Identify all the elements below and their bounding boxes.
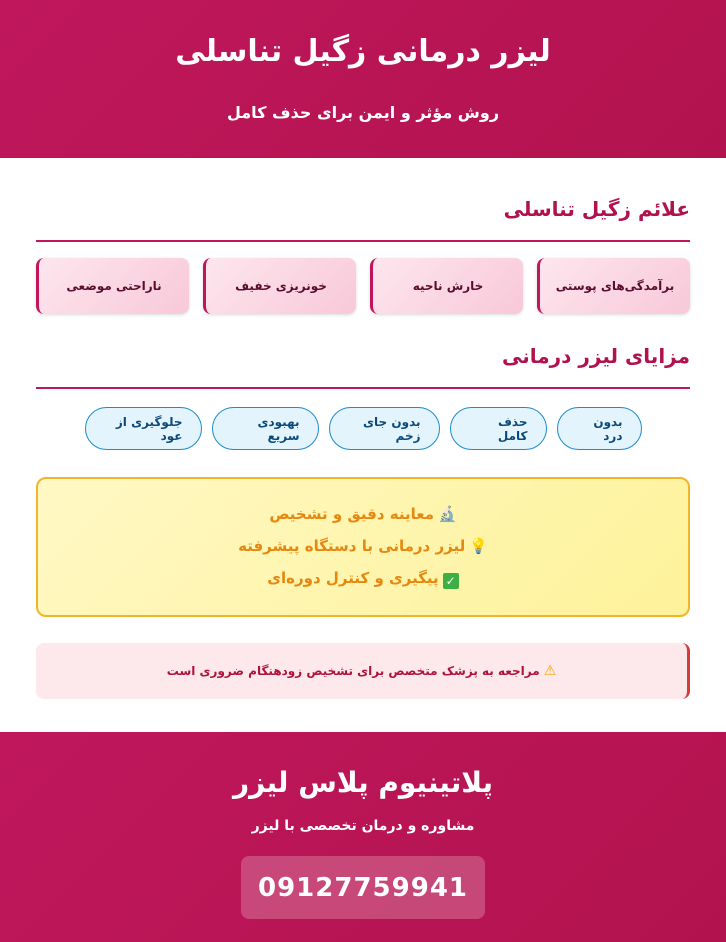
benefits-list	[0, 407, 726, 450]
microscope-icon: 🔬	[438, 505, 457, 523]
checkmark-icon: ✓	[443, 573, 459, 589]
symptom-card: خونریزی خفیف	[203, 258, 356, 314]
process-step-text: لیزر درمانی با دستگاه پیشرفته	[238, 537, 466, 555]
symptoms-list	[36, 258, 690, 314]
brand-name: پلاتینیوم پلاس لیزر	[232, 766, 494, 799]
page-subtitle: روش مؤثر و ایمن برای حذف کامل	[226, 103, 500, 122]
phone-button[interactable]: 09127759941	[241, 856, 485, 919]
symptom-card: برآمدگی‌های پوستی	[537, 258, 690, 314]
page-title: لیزر درمانی زگیل تناسلی	[175, 34, 551, 69]
warning-text: مراجعه به پزشک متخصص برای تشخیص زودهنگام ضروری است	[166, 664, 540, 678]
footer-tagline: مشاوره و درمان تخصصی با لیزر	[251, 818, 475, 834]
process-box	[36, 477, 690, 617]
warning-banner	[36, 643, 690, 699]
process-step	[38, 537, 688, 555]
hero-header	[0, 0, 726, 158]
symptoms-title: علائم زگیل تناسلی	[36, 197, 690, 242]
benefits-title: مزایای لیزر درمانی	[36, 344, 690, 389]
process-step-text: پیگیری و کنترل دوره‌ای	[267, 569, 439, 587]
benefit-chip: حذف کامل	[450, 407, 547, 450]
lightbulb-icon: 💡	[469, 537, 488, 555]
symptom-card: ناراحتی موضعی	[36, 258, 189, 314]
process-step	[38, 569, 688, 589]
process-step-text: معاینه دقیق و تشخیص	[269, 505, 434, 523]
benefit-chip: بدون درد	[557, 407, 642, 450]
process-step	[38, 505, 688, 523]
symptom-card: خارش ناحیه	[370, 258, 523, 314]
benefit-chip: بهبودی سریع	[212, 407, 319, 450]
warning-icon: ⚠	[543, 663, 557, 679]
benefit-chip: جلوگیری از عود	[85, 407, 202, 450]
footer	[0, 732, 726, 942]
benefit-chip: بدون جای زخم	[329, 407, 440, 450]
